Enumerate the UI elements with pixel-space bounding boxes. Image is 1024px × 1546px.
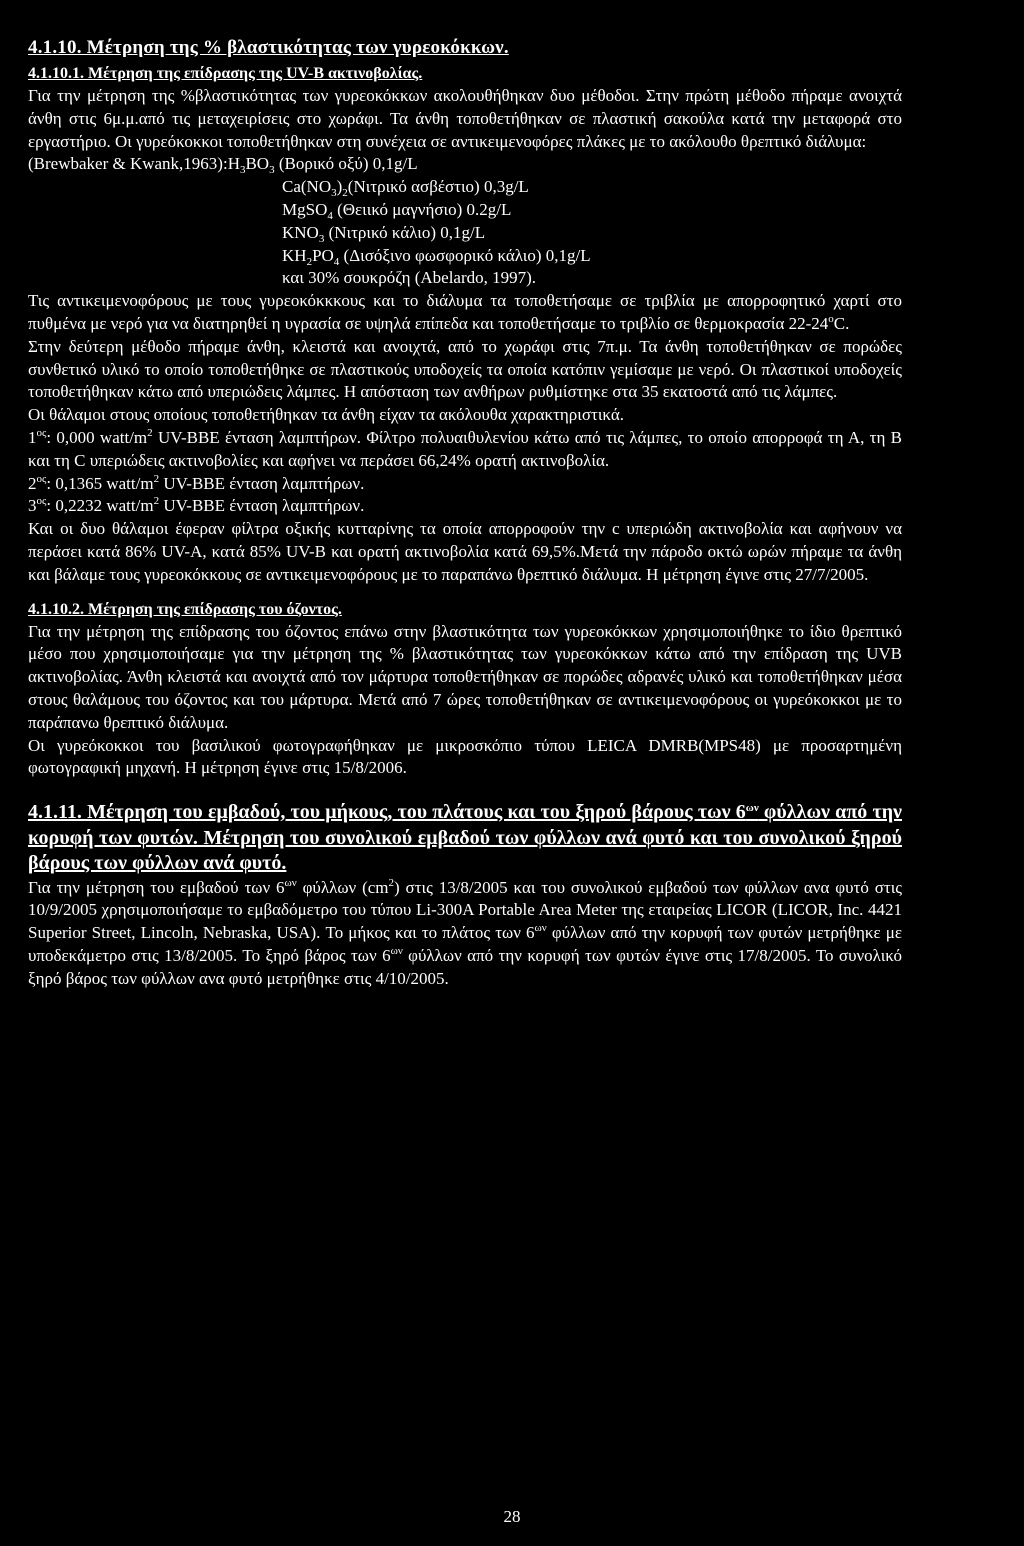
nutrient-line-magnesium-sulfate: MgSO$_4$ (Θειικό μαγνήσιο) 0.2g/L <box>282 199 512 222</box>
subsection-heading-4-1-10-2: 4.1.10.2. Μέτρηση της επίδρασης του όζοντος. <box>28 600 342 618</box>
chamber-2-description: $2^{o\varsigma}$: 0,1365 watt/$m^2$ UV-BBE ένταση λαμπτήρων. <box>28 472 365 493</box>
nutrient-solution-list <box>28 153 902 290</box>
paragraph-method-two: Στην δεύτερη μέθοδο πήραμε άνθη, κλειστά και ανοιχτά, από το χωράφι στις 7π.μ. Τα άνθη τοποθετήθηκαν σε πορώδες συνθετικό υλικό το οποίο τοποθετήθηκε σε πλαστικούς υποδοχείς τα οποία κατόπιν γεμίσαμε με νερό. Οι πλαστικοί υποδοχείς τοποθετήθηκαν κάτω από υπεριώδεις λάμπες. Η απόσταση των ανθήρων ρυθμίστηκε στα 35 εκατοστά από τις λάμπες. <box>28 336 902 402</box>
paragraph-microscope: Οι γυρεόκοκκοι του βασιλικού φωτογραφήθηκαν με μικροσκόπιο τύπου LEICA DMRB(MPS48) με προσαρτημένη φωτογραφική μηχανή. Η μέτρηση έγινε στις 15/8/2006. <box>28 735 902 778</box>
subsection-heading-4-1-10-1: 4.1.10.1. Μέτρηση της επίδρασης της UV-B ακτινοβολίας. <box>28 65 423 82</box>
chamber-3-description: $3^{o\varsigma}$: 0,2232 watt/$m^2$ UV-BBE ένταση λαμπτήρων. <box>28 495 365 516</box>
paragraph-incubation: Τις αντικειμενοφόρους με τους γυρεοκόκκκους και το διάλυμα τα τοποθετήσαμε σε τριβλία με απορροφητικό χαρτί στο πυθμένα με νερό για να διατηρηθεί η υγρασία σε υψηλά επίπεδα και τοποθετήσαμε το τριβλίο σε θερμοκρασία 22-24$^o$C. <box>28 291 902 333</box>
chamber-1-description: $1^{o\varsigma}$: 0,000 watt/$m^2$ UV-BBE ένταση λαμπτήρων. Φίλτρο πολυαιθυλενίου κάτω από τις λάμπες, το οποίο απορροφά τη Α, τη Β και τη C υπεριώδεις ακτινοβολίες και αφήνει να περάσει 66,24% ορατή ακτινοβολία. <box>28 426 902 470</box>
nutrient-line-potassium-nitrate: $KNO_3$ (Νιτρικό κάλιο) 0,1g/L <box>282 222 486 245</box>
section-heading-4-1-11: 4.1.11. Μέτρηση του εμβαδού, του μήκους, του πλάτους και του ξηρού βάρους των $6^{\omega\nu}$ φύλλων από την κορυφή των φυτών. Μέτρηση του συνολικού εμβαδού των φύλλων ανά φυτό και του συνολικού ξηρού βάρους των φύλλων ανά φυτό. <box>28 801 902 875</box>
nutrient-line-sucrose: και 30% σουκρόζη (Abelardo, 1997). <box>282 268 537 288</box>
nutrient-line-boric-acid: (Brewbaker & $Kwank,1963):H_3BO_3$ (Βορικό οξύ) 0,1g/L <box>28 154 418 177</box>
nutrient-line-potassium-phosphate: $KH_2PO_4$ (Δισόξινο φωσφορικό κάλιο) 0,1g/L <box>282 245 591 268</box>
nutrient-line-calcium-nitrate: $Ca(NO_3)_2(N\iota\tau\rho\iota\kappa ό$ ασβέστιο) 0,3g/L <box>282 177 529 200</box>
paragraph-ozone: Για την μέτρηση της επίδρασης του όζοντος επάνω στην βλαστικότητα των γυρεοκόκκων χρησιμοποιήθηκε το ίδιο θρεπτικό μέσο που χρησιμοποιήσαμε για την μέτρηση της % βλαστικότητας των γυρεοκόκκων κάτω από την επίδραση της UVB ακτινοβολίας. Άνθη κλειστά και ανοιχτά από τον μάρτυρα τοποθετήθηκαν σε πορώδες αδρανές υλικό και τοποθετήθηκαν μέσα στους θαλάμους του όζοντος και του μάρτυρα. Μετά από 7 ώρες τοποθετήθηκαν σε αντικειμενοφόρους οι γυρεόκοκκοι με το παράπανω θρεπτικό διάλυμα. <box>28 621 902 732</box>
paragraph-chambers-intro: Οι θάλαμοι στους οποίους τοποθετήθηκαν τα άνθη είχαν τα ακόλουθα χαρακτηριστικά. <box>28 405 624 425</box>
paragraph-method-one: Για την μέτρηση της %βλαστικότητας των γυρεοκόκκων ακολουθήθηκαν δυο μέθοδοι. Στην πρώτη μέθοδο πήραμε ανοιχτά άνθη στις 6μ.μ.από τις μεταχειρίσεις στο χωράφι. Τα άνθη τοποθετήθηκαν σε πλαστική σακούλα κατά την μεταφορά στο εργαστήριο. Οι γυρεόκοκκοι τοποθετήθηκαν στη συνέχεια σε αντικειμενοφόρες πλάκες με το ακόλουθο θρεπτικό διάλυμα: <box>28 86 902 151</box>
section-heading-4-1-10: 4.1.10. Μέτρηση της % βλαστικότητας των γυρεοκόκκων. <box>28 37 509 58</box>
document-page <box>28 36 902 991</box>
paragraph-filters: Και οι δυο θάλαμοι έφεραν φίλτρα οξικής κυτταρίνης τα οποία απορροφούν την c υπεριώδη ακτινοβολία και αφήνουν να περάσει κατά 86% UV-A, κατά 85% UV-B και ορατή ακτινοβολία κατά 69,5%.Μετά την πάροδο οκτώ ωρών πήραμε τα άνθη και βάλαμε τους γυρεοκόκκους σε αντικειμενοφόρους με το παραπάνω θρεπτικό διάλυμα. Η μέτρηση έγινε στις 27/7/2005. <box>28 519 902 584</box>
paragraph-leaf-measurement: Για την μέτρηση του εμβαδού των $6^{\omega\nu}$ φύλλων $(cm^2)$ στις 13/8/2005 και του συνολικού εμβαδού των φύλλων ανα φυτό στις 10/9/2005 χρησιμοποιήσαμε το εμβαδόμετρο του τύπου Li-300A Portable Area Meter της εταιρείας LICOR (LICOR, Inc. 4421 Superior Street, Lincoln, Nebraska, USA). Το μήκος και το πλάτος των $6^{\omega\nu}$ φύλλων από την κορυφή των φυτών μετρήθηκε με υποδεκάμετρο στις 13/8/2005. Το ξηρό βάρος των $6^{\omega\nu}$ φύλλων από την κορυφή των φυτών έγινε στις 17/8/2005. Το συνολικό ξηρό βάρος των φύλλων ανα φυτό μετρήθηκε στις 4/10/2005. <box>28 876 902 988</box>
page-number: 28 <box>503 1507 521 1526</box>
